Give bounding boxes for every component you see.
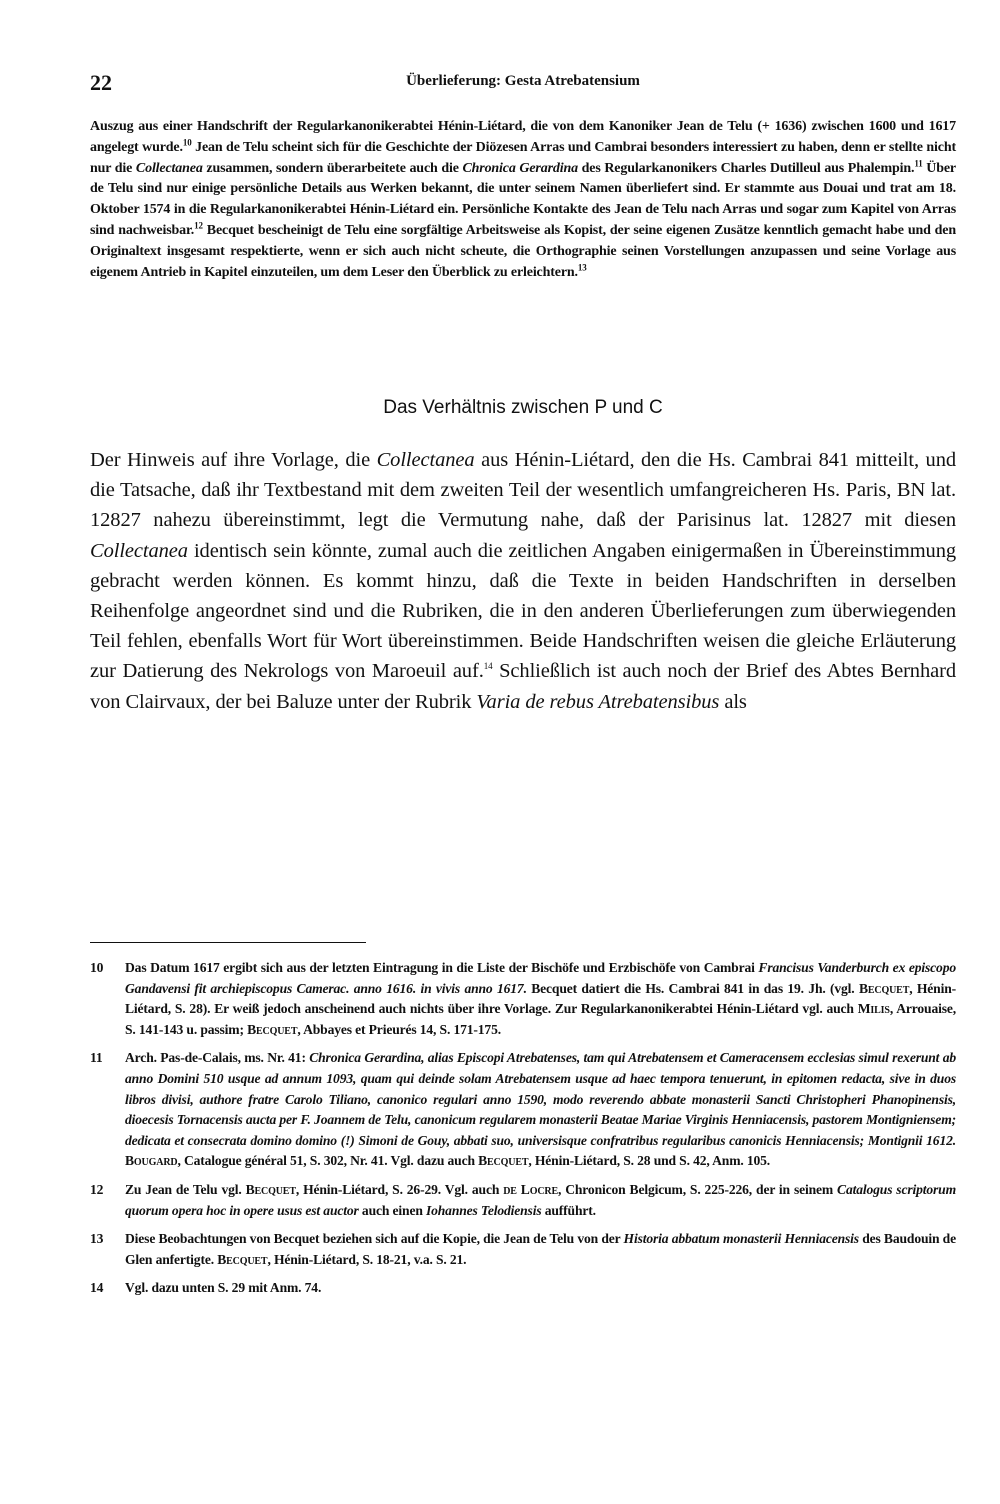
footnote-italic: Chronica Gerardina, alias Episcopi Atrebatenses, tam qui Atrebatensem et Cameracensem ecclesias simul rexerunt ab anno Domini 510 usque ad annum 1093, quam qui deinde solam Atrebatensem usque ad haec tempora tenuerunt, in epitomen redacta, sive in duos libros divisi, authore fratre Carolo Tiliano, canonico regulari anno 1590, modo reverendo abbate monasterii Sancti Christopheri Phanopinensis, dioecesis Tornacensis aucta per F. Joannem de Telu, canonicum regularem monasterii Beatae Mariae Virginis Henniacensis, pastorem Montigniensem; dedicata et consecrata domino domino (!) Simoni de Gouy, abbati suo, universisque confratribus regularibus canonicis Henniacensis; Montignii 1612. <box>125 1050 956 1148</box>
footnote-text: des Baudouin de Glen anfertigte. <box>125 1231 956 1267</box>
footnote-italic: Catalogus scriptorum quorum opera hoc in opere usus est auctor <box>125 1181 956 1218</box>
intro-text: Becquet bescheinigt de Telu eine sorgfältige Arbeitsweise als Kopist, der seine eigenen Zusätze kenntlich gemacht habe und den Originaltext insgesamt respektierte, wenn er sich auch nicht scheute, die Orthographie seinen Vorstellungen anzupassen und seine Vorlage aus eigenem Antrieb in Kapitel einzuteilen, um dem Leser den Überblick zu erleichtern. <box>90 222 957 280</box>
footnote-italic: Francisus Vanderburch ex episcopo Gandavensi fit archiepiscopus Camerac. anno 1616. in vivis anno 1617. <box>125 960 956 996</box>
footnote-text: Becquet datiert die Hs. Cambrai 841 in das 19. Jh. (vgl. <box>526 980 859 996</box>
footnote-text: , Arrouaise, S. 141-143 u. passim; <box>125 1001 957 1037</box>
author-name: Becquet <box>217 1251 268 1267</box>
footnotes <box>90 958 956 1307</box>
footnote-number: 11 <box>90 1050 103 1066</box>
footnote-11 <box>90 1048 956 1172</box>
footnote-text: Vgl. dazu unten S. 29 mit Anm. 74. <box>125 1280 322 1296</box>
author-name: Becquet <box>858 980 910 996</box>
footnote-text: , Hénin-Liétard, S. 18-21, v.a. S. 21. <box>267 1251 467 1267</box>
footnote-number: 14 <box>90 1280 104 1296</box>
footnote-number: 12 <box>90 1181 104 1197</box>
footnote-text: Das Datum 1617 ergibt sich aus der letzten Eintragung in die Liste der Bischöfe und Erzbischöfe von Cambrai <box>125 960 759 975</box>
footnote-italic: Historia abbatum monasterii Henniacensis <box>623 1231 859 1247</box>
author-name: Becquet <box>478 1153 529 1169</box>
main-text: Schließlich ist auch noch der Brief des Abtes Bernhard von Clairvaux, der bei Baluze unter der Rubrik <box>90 660 956 713</box>
footnote-text: , Abbayes et Prieurés 14, S. 171-175. <box>297 1021 501 1037</box>
author-name: Bougard <box>125 1153 178 1169</box>
intro-paragraph <box>90 117 956 283</box>
footnote-text: , Hénin-Liétard, S. 28). Er weiß jedoch anscheinend auch nichts über ihre Vorlage. Zur Regularkanonikerabtei Hénin-Liétard vgl. auch <box>125 980 956 1017</box>
footnote-text: aufführt. <box>541 1202 596 1218</box>
footnote-italic: Iohannes Telodiensis <box>425 1202 542 1218</box>
footnote-number: 10 <box>90 960 104 975</box>
main-italic-title: Varia de rebus Atrebatensibus <box>476 690 720 713</box>
author-name: de Locre <box>503 1181 558 1197</box>
main-text: identisch sein könnte, zumal auch die zeitlichen Angaben einigermaßen in Übereinstimmung gebracht werden können. Es kommt hinzu, daß die Texte in beiden Handschriften in derselben Reihenfolge angeordnet sind und die Rubriken, die in den anderen Überlieferungen zum überwiegenden Teil fehlen, ebenfalls Wort für Wort übereinstimmen. Beide Handschriften weisen die gleiche Erläuterung zur Datierung des Nekrologs von Maroeuil auf. <box>90 539 956 683</box>
footnote-ref-13[interactable]: 13 <box>577 261 587 272</box>
footnote-ref-11[interactable]: 11 <box>914 157 923 168</box>
footnote-ref-14[interactable]: 14 <box>483 661 493 672</box>
footnote-text: , Chronicon Belgicum, S. 225-226, der in seinem <box>558 1181 838 1197</box>
author-name: Becquet <box>247 1021 298 1037</box>
footnote-ref-10[interactable]: 10 <box>182 137 192 148</box>
running-title: Überlieferung: Gesta Atrebatensium <box>406 73 640 89</box>
main-italic-title: Collectanea <box>376 449 475 471</box>
footnote-text: , Hénin-Liétard, S. 28 und S. 42, Anm. 105. <box>528 1153 771 1169</box>
footnote-number: 13 <box>90 1231 104 1247</box>
main-italic-title: Collectanea <box>90 539 188 562</box>
main-text: als <box>719 690 747 713</box>
intro-text: Jean de Telu scheint sich für die Geschichte der Diözesen Arras und Cambrai besonders interessiert zu haben, denn er stellte nicht nur die <box>90 139 956 176</box>
footnote-text: , Catalogue général 51, S. 302, Nr. 41. Vgl. dazu auch <box>177 1153 479 1169</box>
footnote-10 <box>90 958 956 1040</box>
footnote-text: Zu Jean de Telu vgl. <box>125 1181 246 1197</box>
page-number: 22 <box>90 70 112 95</box>
footnote-text: Arch. Pas-de-Calais, ms. Nr. 41: <box>125 1050 310 1066</box>
footnote-text: auch einen <box>358 1202 426 1218</box>
intro-text: des Regularkanonikers Charles Dutilleul aus Phalempin. <box>577 160 915 176</box>
footnote-divider <box>90 942 366 943</box>
footnote-13 <box>90 1229 956 1270</box>
footnote-14 <box>90 1278 956 1299</box>
running-head <box>90 70 956 96</box>
footnote-text: , Hénin-Liétard, S. 26-29. Vgl. auch <box>295 1181 504 1197</box>
footnote-text: Diese Beobachtungen von Becquet beziehen sich auf die Kopie, die Jean de Telu von der <box>125 1231 624 1247</box>
intro-text: zusammen, sondern überarbeitete auch die <box>202 160 463 176</box>
footnote-12 <box>90 1180 956 1221</box>
intro-italic-title: Chronica Gerardina <box>462 160 578 176</box>
section-heading: Das Verhältnis zwischen P und C <box>383 397 663 418</box>
author-name: Becquet <box>245 1181 296 1197</box>
author-name: Milis <box>857 1001 890 1017</box>
main-paragraph <box>90 445 956 717</box>
intro-italic-title: Collectanea <box>135 160 203 176</box>
main-text: Der Hinweis auf ihre Vorlage, die <box>90 449 377 471</box>
intro-text: Auszug aus einer Handschrift der Regularkanonikerabtei Hénin-Liétard, die von dem Kanoniker Jean de Telu (+ 1636) zwischen 1600 und 1617 angelegt wurde. <box>90 119 956 155</box>
footnote-ref-12[interactable]: 12 <box>194 220 203 231</box>
intro-text: Über de Telu sind nur einige persönliche Details aus Werken bekannt, die unter seinem Namen überliefert sind. Er stammte aus Douai und trat am 18. Oktober 1574 in die Regularkanonikerabtei Hénin-Liétard ein. Persönliche Kontakte des Jean de Telu nach Arras und sogar zum Kapitel von Arras sind nachweisbar. <box>90 160 956 238</box>
main-text: aus Hénin-Liétard, den die Hs. Cambrai 841 mitteilt, und die Tatsache, daß ihr Textbestand mit dem zweiten Teil der wesentlich umfangreicheren Hs. Paris, BN lat. 12827 nahezu übereinstimmt, legt die Vermutung nahe, daß der Parisinus lat. 12827 mit diesen <box>90 449 956 532</box>
